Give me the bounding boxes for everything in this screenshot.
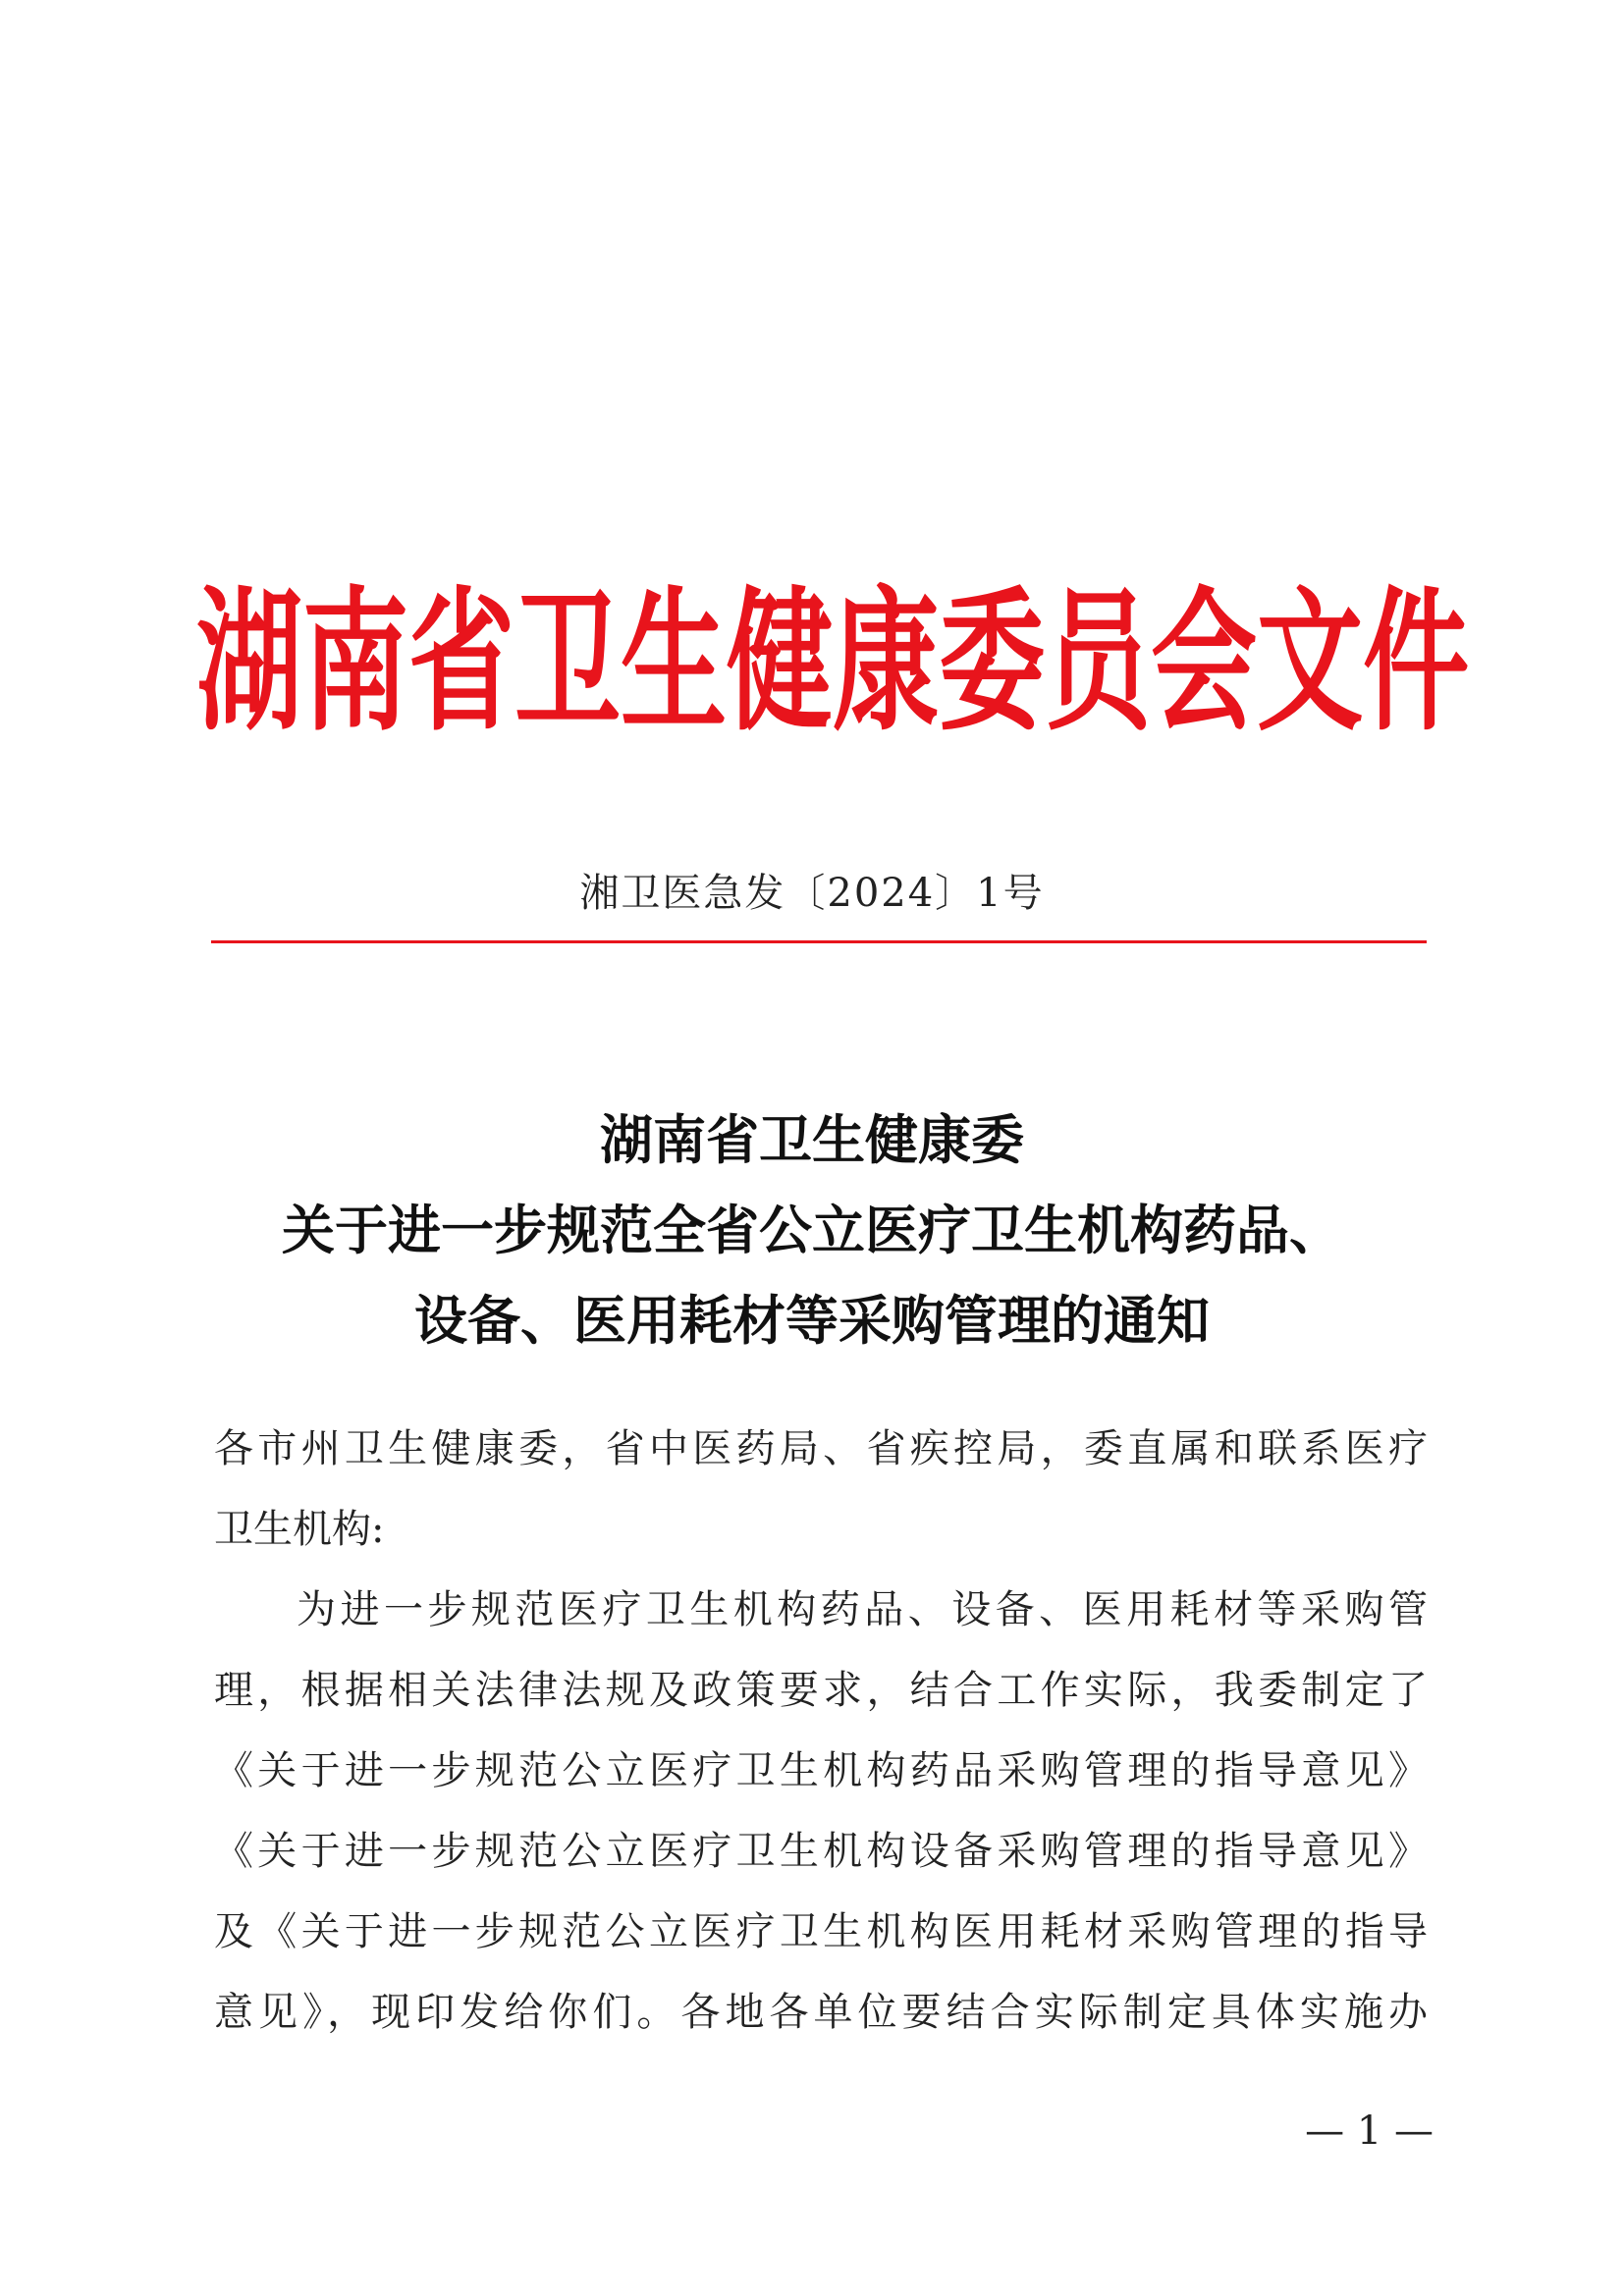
masthead-char: 健: [727, 572, 834, 753]
masthead-char: 湖: [196, 572, 303, 753]
body-line-addressee-end: 卫生机构:: [214, 1507, 385, 1552]
masthead-title: [196, 564, 1470, 761]
masthead-char: 委: [939, 572, 1046, 753]
body-line: 意见》，现印发给你们。各地各单位要结合实际制定具体实施办: [214, 1990, 1428, 2035]
body-text: [214, 1409, 1428, 2053]
masthead-char: 文: [1257, 572, 1364, 753]
body-line: 《关于进一步规范公立医疗卫生机构设备采购管理的指导意见》: [214, 1829, 1428, 1874]
title-line: 湖南省卫生健康委: [600, 1108, 1024, 1171]
masthead-char: 省: [408, 572, 515, 753]
masthead-char: 康: [833, 572, 940, 753]
masthead-char: 南: [302, 572, 409, 753]
body-line: 理，根据相关法律法规及政策要求，结合工作实际，我委制定了: [214, 1668, 1428, 1713]
red-divider-line: [211, 940, 1427, 943]
title-line: 关于进一步规范全省公立医疗卫生机构药品、: [282, 1199, 1342, 1261]
document-number: 湘卫医急发〔2024〕1号: [579, 871, 1045, 916]
masthead-char: 员: [1045, 572, 1152, 753]
masthead-char: 会: [1151, 572, 1258, 753]
body-line-paragraph-start: 为进一步规范医疗卫生机构药品、设备、医用耗材等采购管: [297, 1587, 1428, 1632]
masthead-char: 生: [621, 572, 728, 753]
body-line: 《关于进一步规范公立医疗卫生机构药品采购管理的指导意见》: [214, 1748, 1428, 1793]
page-number: — 1 —: [1305, 2109, 1434, 2154]
masthead-char: 件: [1363, 572, 1470, 753]
masthead-char: 卫: [514, 572, 622, 753]
notice-title: [0, 1095, 1624, 1365]
body-line: 及《关于进一步规范公立医疗卫生机构医用耗材采购管理的指导: [214, 1909, 1428, 1954]
title-line: 设备、医用耗材等采购管理的通知: [414, 1289, 1210, 1352]
body-line-addressee: 各市州卫生健康委，省中医药局、省疾控局，委直属和联系医疗: [214, 1426, 1428, 1471]
